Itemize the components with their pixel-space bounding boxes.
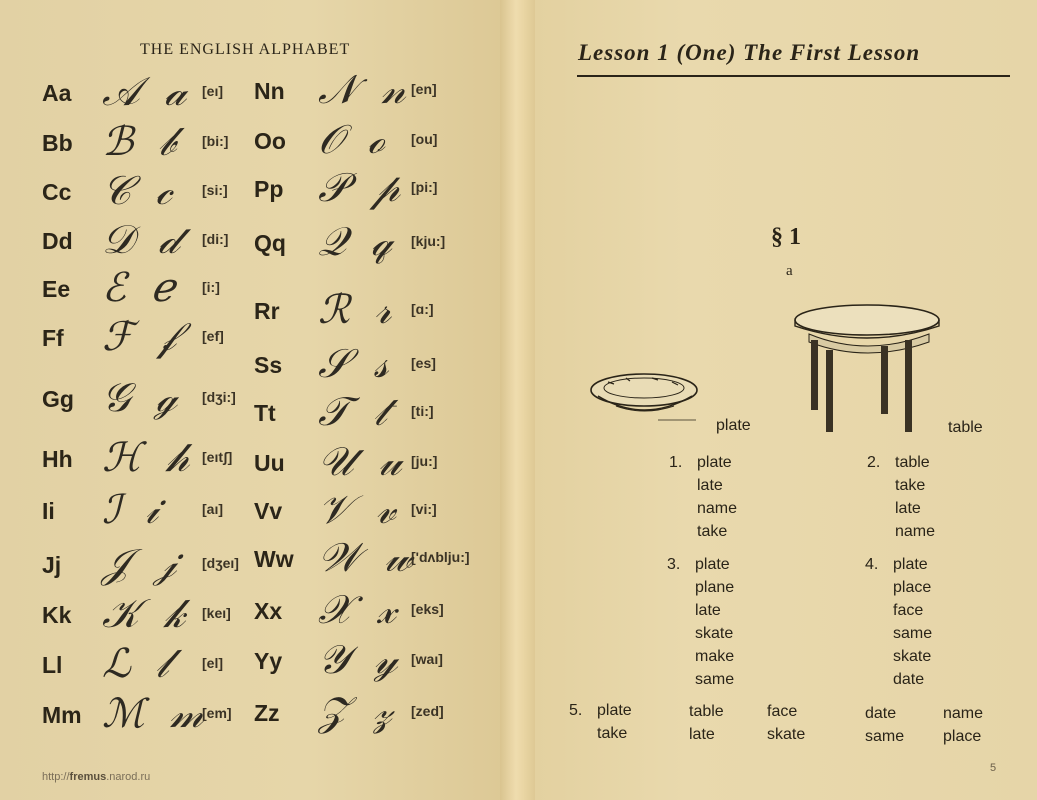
caption-table: table: [948, 419, 983, 436]
printed-letters: Aa: [42, 80, 72, 106]
script-letters: 𝒳 𝓍: [318, 587, 402, 633]
letter-pronunciation: [dʒeı]: [202, 555, 239, 571]
letter-pronunciation: ['dʌblju:]: [411, 549, 470, 565]
letter-pronunciation: [kju:]: [411, 233, 446, 249]
section-heading: § 1: [771, 224, 801, 250]
word-list-4: 4. plate place face same skate date: [865, 556, 933, 688]
script-letters: 𝒯 𝓉: [318, 389, 393, 435]
letter-pronunciation: [vi:]: [411, 501, 437, 517]
script-letters: 𝒬 𝓆: [318, 219, 398, 265]
printed-letters: Bb: [42, 130, 73, 156]
caption-plate: plate: [716, 417, 751, 434]
letter-pronunciation: [em]: [202, 705, 232, 721]
script-letters: 𝒢 ℊ: [102, 375, 184, 421]
alphabet-title: THE ENGLISH ALPHABET: [140, 41, 351, 58]
printed-letters: Zz: [254, 700, 280, 726]
word-list-5-col5: name place: [943, 705, 984, 745]
letter-pronunciation: [bi:]: [202, 133, 229, 149]
printed-letters: Hh: [42, 446, 73, 472]
script-letters: 𝒟 𝒹: [102, 217, 185, 263]
printed-letters: Ss: [254, 352, 283, 378]
letter-pronunciation: [eı]: [202, 83, 223, 99]
word-list-2: 2. table take late name: [867, 454, 936, 540]
book-gutter: [500, 0, 540, 800]
script-letters: 𝒜 𝒶: [102, 69, 193, 115]
printed-letters: Pp: [254, 176, 284, 202]
lesson-title: Lesson 1 (One) The First Lesson: [578, 40, 921, 65]
letter-pronunciation: [ou]: [411, 131, 438, 147]
script-letters: ℰ ℯ: [102, 265, 181, 311]
printed-letters: Ee: [42, 276, 71, 302]
script-letters: 𝒦 𝓀: [102, 591, 192, 637]
letter-pronunciation: [zed]: [411, 703, 444, 719]
printed-letters: Ww: [254, 546, 294, 572]
script-letters: ℒ 𝓁: [102, 641, 175, 687]
printed-letters: Ff: [42, 325, 64, 351]
word-list-1: 1. plate late name take: [669, 454, 738, 540]
letter-pronunciation: [aı]: [202, 501, 223, 517]
script-letters: 𝒲 𝓌: [318, 535, 419, 581]
letter-pronunciation: [pi:]: [411, 179, 438, 195]
script-letters: 𝒰 𝓊: [318, 439, 408, 485]
script-letters: ℛ 𝓇: [318, 287, 398, 333]
subsection-label: a: [786, 263, 793, 279]
script-letters: 𝒞 𝒸: [102, 168, 178, 214]
script-letters: 𝒮 𝓈: [318, 341, 395, 387]
page-number: 5: [990, 762, 997, 774]
letter-pronunciation: [en]: [411, 81, 437, 97]
letter-pronunciation: [el]: [202, 655, 223, 671]
printed-letters: Rr: [254, 298, 280, 324]
printed-letters: Kk: [42, 602, 72, 628]
letter-pronunciation: [i:]: [202, 279, 220, 295]
printed-letters: Yy: [254, 648, 283, 674]
script-letters: 𝒵 𝓏: [318, 689, 398, 735]
script-letters: ℬ 𝒷: [102, 119, 182, 165]
script-letters: 𝒥 𝒿: [102, 541, 183, 587]
printed-letters: Dd: [42, 228, 73, 254]
table-illustration: [793, 302, 945, 437]
title-rule: [577, 75, 1010, 77]
letter-pronunciation: [waı]: [411, 651, 443, 667]
printed-letters: Tt: [254, 400, 276, 426]
script-letters: 𝒱 𝓋: [318, 487, 402, 533]
word-list-5-col4: date same: [865, 705, 905, 745]
letter-pronunciation: [ef]: [202, 328, 224, 344]
printed-letters: Uu: [254, 450, 285, 476]
printed-letters: Ll: [42, 652, 63, 678]
printed-letters: Qq: [254, 230, 286, 256]
printed-letters: Xx: [254, 598, 283, 624]
letter-pronunciation: [dʒi:]: [202, 389, 236, 405]
printed-letters: Oo: [254, 128, 286, 154]
printed-letters: Cc: [42, 179, 72, 205]
plate-illustration: [588, 368, 703, 426]
letter-pronunciation: [ti:]: [411, 403, 434, 419]
watermark-url: http://fremus.narod.ru: [42, 771, 151, 783]
letter-pronunciation: [eks]: [411, 601, 444, 617]
letter-pronunciation: [ɑ:]: [411, 301, 434, 317]
script-letters: 𝒫 𝓅: [318, 165, 407, 211]
script-letters: 𝒩 𝓃: [318, 67, 412, 113]
word-list-5-col3: face skate: [767, 703, 806, 743]
letter-pronunciation: [si:]: [202, 182, 228, 198]
printed-letters: Gg: [42, 386, 74, 412]
printed-letters: Vv: [254, 498, 283, 524]
script-letters: ℋ 𝒽: [102, 435, 196, 481]
letter-pronunciation: [es]: [411, 355, 436, 371]
script-letters: ℐ 𝒾: [102, 487, 165, 533]
script-letters: ℳ 𝓂: [102, 691, 210, 737]
letter-pronunciation: [eıtʃ]: [202, 449, 233, 465]
printed-letters: Jj: [42, 552, 62, 578]
letter-pronunciation: [keı]: [202, 605, 231, 621]
printed-letters: Mm: [42, 702, 82, 728]
word-list-5: 5. plate take: [569, 702, 632, 742]
letter-pronunciation: [di:]: [202, 231, 229, 247]
printed-letters: Ii: [42, 498, 55, 524]
word-list-5-col2: table late: [689, 703, 724, 743]
script-letters: 𝒴 𝓎: [318, 637, 404, 683]
printed-letters: Nn: [254, 78, 285, 104]
script-letters: ℱ 𝒻: [102, 314, 183, 360]
script-letters: 𝒪 ℴ: [318, 117, 391, 163]
letter-pronunciation: [ju:]: [411, 453, 438, 469]
word-list-3: 3. plate plane late skate make same: [667, 556, 735, 688]
